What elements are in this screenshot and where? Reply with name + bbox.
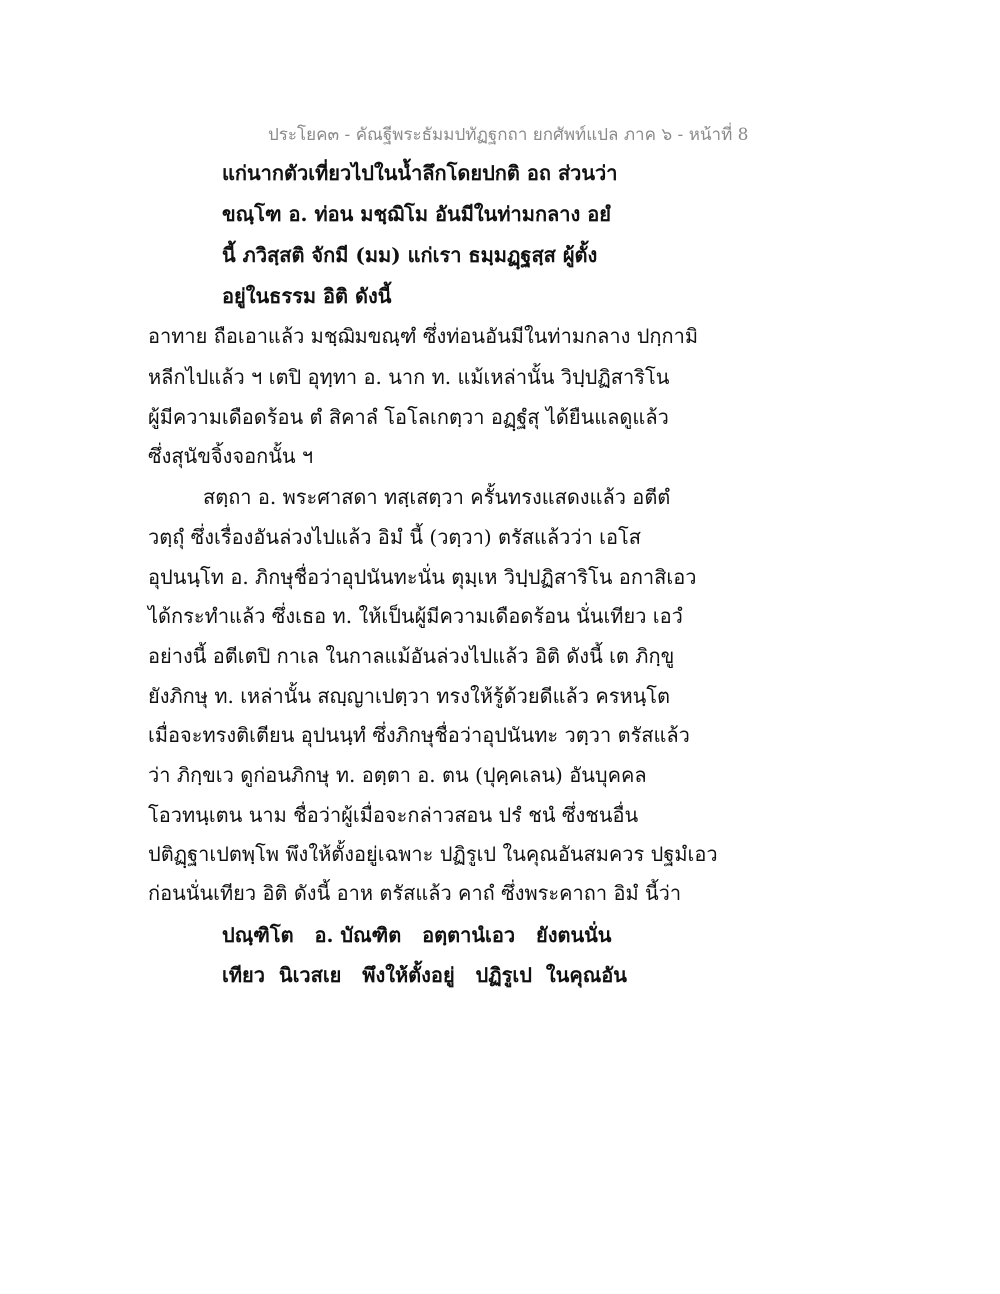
paragraph2-line-10: ปติฏฺฐาเปตพฺโพ พึงให้ตั้งอยู่เฉพาะ ปฏิรูเป ในคุณอันสมควร ปฐมํเอว — [148, 842, 718, 866]
paragraph2-line-9: โอวทนฺเตน นาม ชื่อว่าผู้เมื่อจะกล่าวสอน ปรํ ชนํ ซึ่งชนอื่น — [148, 803, 639, 827]
paragraph2-line-2: วตฺถุํ ซึ่งเรื่องอันล่วงไปแล้ว อิมํ นี้ (วตฺวา) ตรัสแล้วว่า เอโส — [148, 525, 641, 549]
verse1-line-3: นี้ ภวิสฺสติ จักมี (มม) แก่เรา ธมฺมฏฺฐสฺส ผู้ตั้ง — [222, 243, 598, 267]
paragraph2-line-3: อุปนนฺโท อ. ภิกษุชื่อว่าอุปนันทะนั่น ตุมฺเห วิปฺปฏิสาริโน อกาสิเอว — [148, 565, 697, 589]
paragraph2-line-5: อย่างนี้ อตีเตปิ กาเล ในกาลแม้อันล่วงไปแล้ว อิติ ดังนี้ เต ภิกฺขู — [148, 644, 675, 668]
paragraph2-line-11: ก่อนนั่นเทียว อิติ ดังนี้ อาห ตรัสแล้ว คาถํ ซึ่งพระคาถา อิมํ นี้ว่า — [148, 881, 682, 905]
verse1-line-1: แก่นากตัวเที่ยวไปในน้ำลึกโดยปกติ อถ ส่วนว่า — [222, 161, 618, 185]
verse1-line-4: อยู่ในธรรม อิติ ดังนี้ — [222, 284, 392, 308]
paragraph2-line-8: ว่า ภิกฺขเว ดูก่อนภิกษุ ท. อตฺตา อ. ตน (ปุคฺคเลน) อันบุคคล — [148, 763, 647, 787]
verse2-line-2: เทียว นิเวสเย พึงให้ตั้งอยู่ ปฏิรูเป ในคุณอัน — [222, 963, 627, 987]
paragraph2-line-6: ยังภิกษุ ท. เหล่านั้น สญฺญาเปตฺวา ทรงให้รู้ด้วยดีแล้ว ครหนฺโต — [148, 684, 671, 708]
paragraph1-line-1: อาทาย ถือเอาแล้ว มชฺฌิมขณฺฑํ ซึ่งท่อนอันมีในท่ามกลาง ปกฺกามิ — [148, 324, 699, 348]
verse2-line-1: ปณฺฑิโต อ. บัณฑิต อตฺตานํเอว ยังตนนั่น — [222, 923, 612, 947]
verse1-line-2: ขณฺโฑ อ. ท่อน มชฺฌิโม อันมีในท่ามกลาง อยํ — [222, 202, 611, 226]
paragraph2-line-7: เมื่อจะทรงติเตียน อุปนนฺทํ ซึ่งภิกษุชื่อว่าอุปนันทะ วตฺวา ตรัสแล้ว — [148, 723, 690, 747]
paragraph1-line-2: หลีกไปแล้ว ฯ เตปิ อุทฺทา อ. นาก ท. แม้เหล่านั้น วิปฺปฏิสาริโน — [148, 365, 670, 389]
paragraph1-line-3: ผู้มีความเดือดร้อน ตํ สิคาลํ โอโลเกตฺวา อฏฺฐํสุ ได้ยืนแลดูแล้ว — [148, 405, 669, 429]
paragraph2-line-1: สตฺถา อ. พระศาสดา ทสฺเสตฺวา ครั้นทรงแสดงแล้ว อตีตํ — [203, 485, 671, 509]
paragraph1-line-4: ซึ่งสุนัขจิ้งจอกนั้น ฯ — [148, 444, 314, 468]
running-header: ประโยค๓ - คัณฐีพระธัมมปทัฏฐกถา ยกศัพท์แปล ภาค ๖ - หน้าที่ 8 — [268, 125, 749, 145]
paragraph2-line-4: ได้กระทำแล้ว ซึ่งเธอ ท. ให้เป็นผู้มีความเดือดร้อน นั่นเทียว เอวํ — [148, 604, 683, 628]
